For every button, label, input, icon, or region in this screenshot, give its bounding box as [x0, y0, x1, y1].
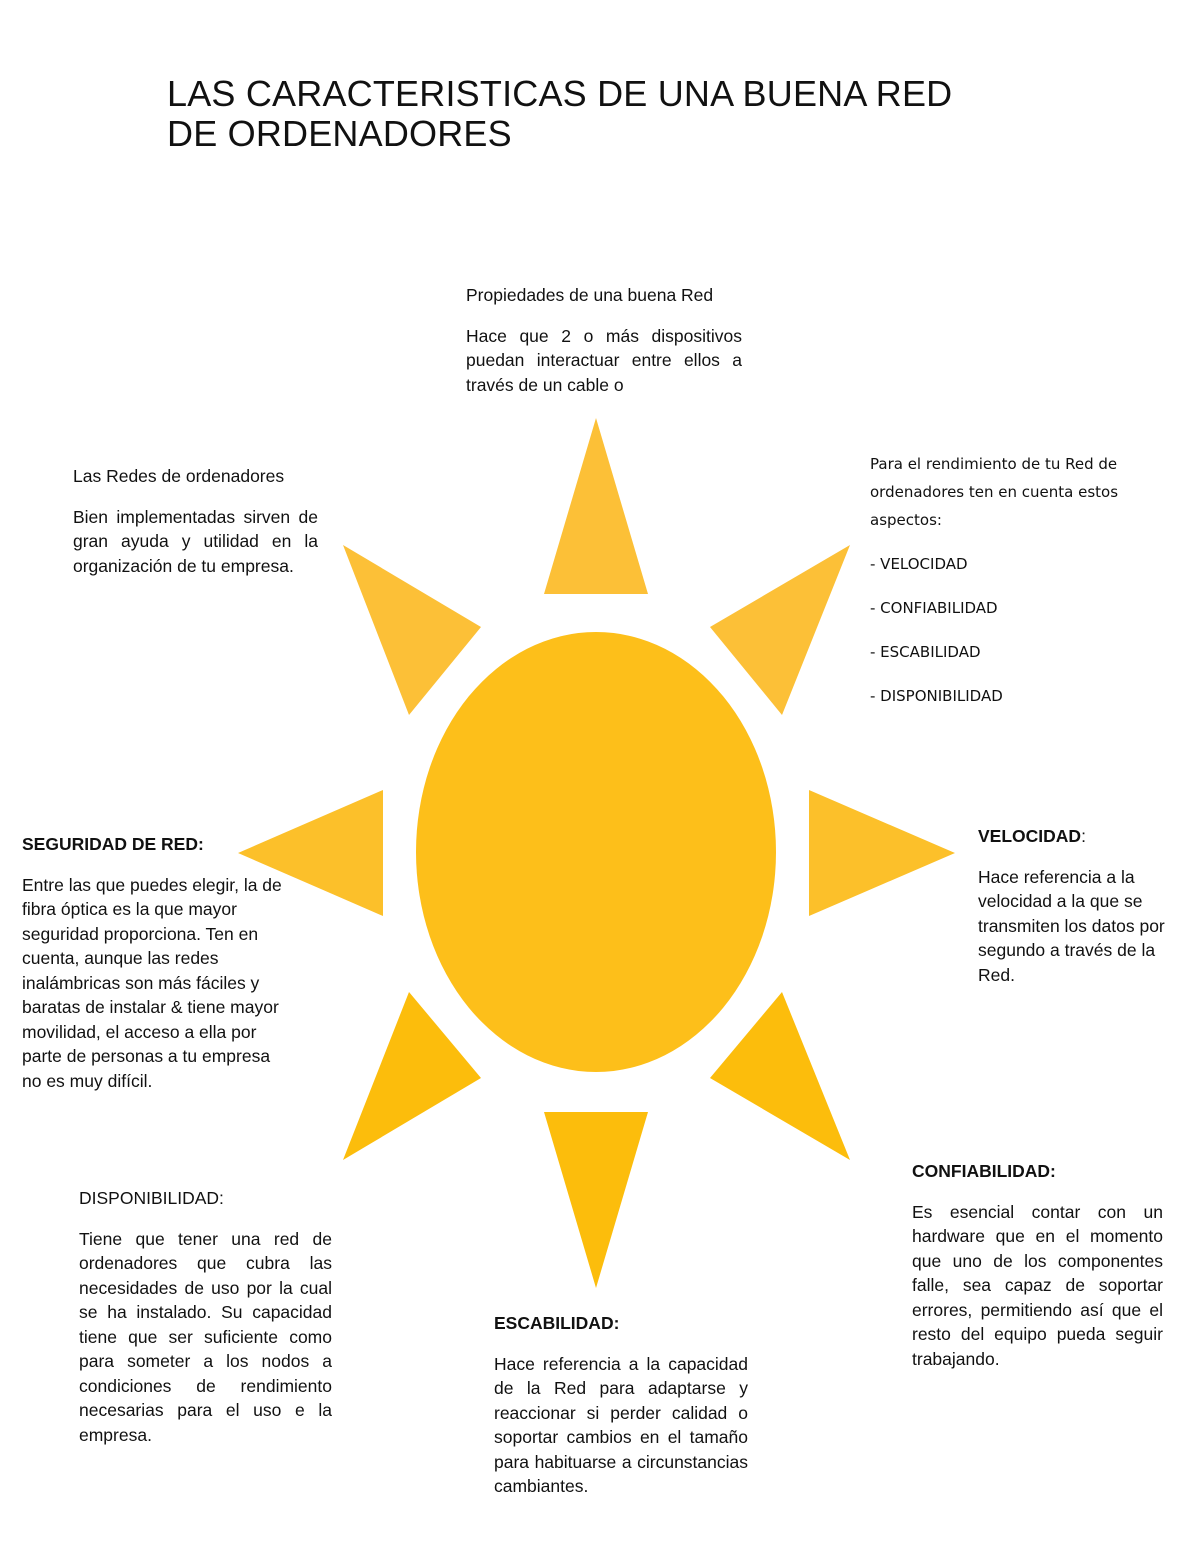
seguridad-heading: SEGURIDAD DE RED:	[22, 834, 204, 854]
velocidad-heading: VELOCIDAD	[978, 826, 1082, 846]
confiabilidad-body: Es esencial contar con un hardware que en el momento que uno de los componentes falle, sea capaz de soportar errores, permitiendo así que el resto del equipo pueda seguir trabajando.	[912, 1201, 1163, 1369]
escabilidad-body: Hace referencia a la capacidad de la Red para adaptarse y reaccionar si perder calidad o soportar cambios en el tamaño para habituarse a circunstancias cambiantes.	[494, 1353, 748, 1496]
velocidad-body: Hace referencia a la velocidad a la que se transmiten los datos por segundo a través de la Red.	[978, 866, 1165, 985]
bottom-text-block	[494, 1311, 748, 1499]
ray-top-left	[343, 545, 481, 715]
aspect-item-disponibilidad: - DISPONIBILIDAD	[870, 687, 1003, 705]
velocidad-heading-colon: :	[1081, 826, 1086, 846]
ray-bottom-left	[343, 992, 481, 1160]
aspect-item-escabilidad: - ESCABILIDAD	[870, 643, 981, 661]
title-line-1: LAS CARACTERISTICAS DE UNA BUENA RED	[167, 73, 953, 114]
confiabilidad-heading: CONFIABILIDAD:	[912, 1161, 1056, 1181]
bottom-right-text-block	[912, 1159, 1163, 1377]
top-right-text-block	[870, 450, 1145, 726]
right-text-block	[978, 824, 1170, 987]
left-text-block	[22, 832, 290, 1093]
ray-right	[809, 790, 955, 916]
bottom-left-text-block	[79, 1186, 332, 1447]
disponibilidad-heading: DISPONIBILIDAD:	[79, 1188, 224, 1208]
sun-core	[416, 632, 776, 1072]
top-text-block	[466, 283, 742, 417]
top-left-text-block	[73, 464, 318, 578]
velocidad-heading-line	[978, 824, 1170, 849]
top-body: Hace que 2 o más dispositivos puedan interactuar entre ellos a través de un cable o	[466, 325, 742, 395]
top-right-intro: Para el rendimiento de tu Red de ordenadores ten en cuenta estos aspectos:	[870, 455, 1119, 529]
top-left-body: Bien implementadas sirven de gran ayuda y utilidad en la organización de tu empresa.	[73, 506, 318, 576]
ray-bottom	[544, 1112, 648, 1288]
escabilidad-heading: ESCABILIDAD:	[494, 1313, 620, 1333]
aspect-item-velocidad: - VELOCIDAD	[870, 555, 968, 573]
top-heading: Propiedades de una buena Red	[466, 285, 714, 305]
aspect-item-confiabilidad: - CONFIABILIDAD	[870, 599, 998, 617]
ray-top-right	[710, 545, 850, 715]
disponibilidad-body: Tiene que tener una red de ordenadores que cubra las necesidades de uso por la cual se ha instalado. Su capacidad tiene que ser suficiente como para someter a los nodos a condiciones de rendimiento necesarias para el uso e la empresa.	[79, 1228, 332, 1445]
ray-top	[544, 418, 648, 594]
seguridad-body: Entre las que puedes elegir, la de fibra óptica es la que mayor seguridad proporciona. Ten en cuenta, aunque las redes inalámbricas son más fáciles y baratas de instalar & tiene mayor movilidad, el acceso a ella por parte de personas a tu empresa no es muy difícil.	[22, 874, 282, 1091]
title-line-2: DE ORDENADORES	[167, 113, 512, 154]
top-left-heading: Las Redes de ordenadores	[73, 466, 285, 486]
ray-bottom-right	[710, 992, 850, 1160]
